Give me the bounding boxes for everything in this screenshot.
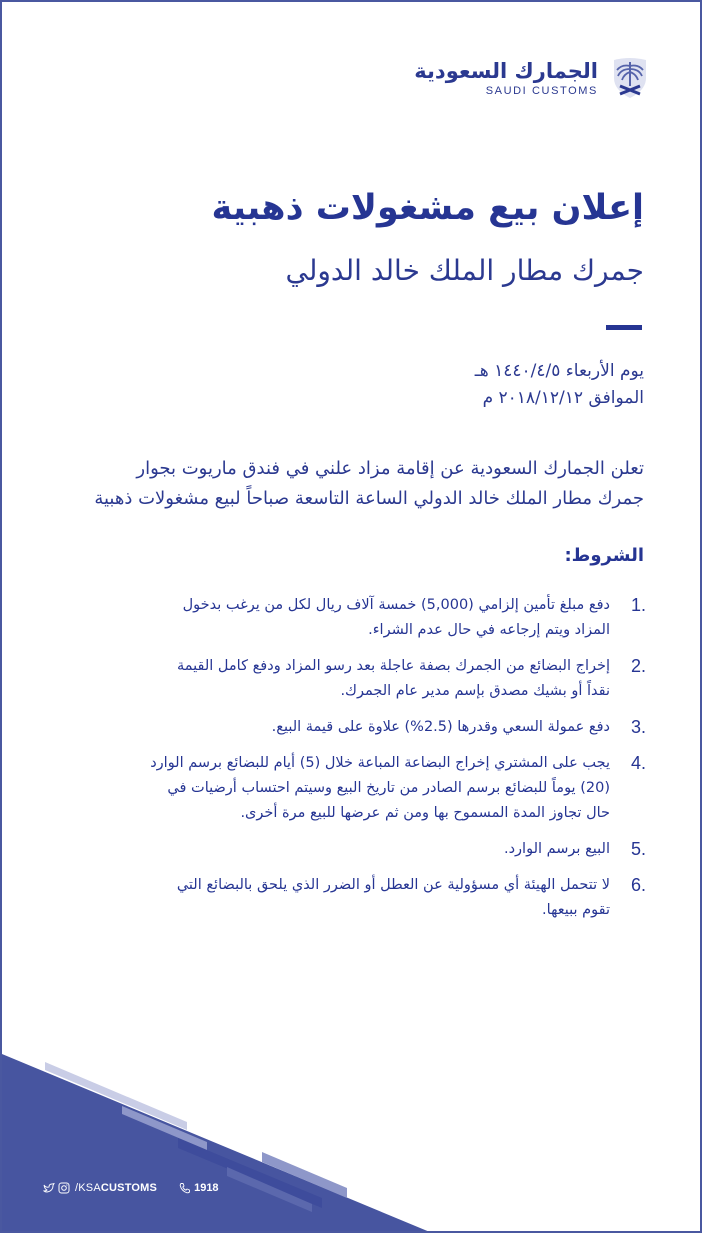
terms-list — [150, 593, 650, 934]
instagram-icon[interactable] — [58, 1182, 70, 1194]
term-text: لا تتحمل الهيئة أي مسؤولية عن العطل أو الضرر الذي يلحق بالبضائع التي تقوم ببيعها. — [176, 877, 610, 918]
term-number: 1. — [630, 595, 646, 615]
term-text: يجب على المشتري إخراج البضاعة المباعة خلال (5) أيام للبضائع برسم الوارد (20) يوماً للبضائع برسم الصادر من تاريخ البيع وسيتم احتساب أرضيات في حال تجاوز المدة المسموح بها ومن ثم عرضها للبيع مرة أخرى. — [150, 755, 610, 821]
footer-contact — [43, 1182, 219, 1194]
intro-line: جمرك مطار الملك خالد الدولي الساعة التاسعة صباحاً لبيع مشغولات ذهبية — [94, 488, 644, 509]
term-item — [150, 873, 650, 923]
term-item — [150, 593, 650, 643]
term-item — [150, 751, 650, 826]
intro-line: تعلن الجمارك السعودية عن إقامة مزاد علني في فندق ماريوت بجوار — [136, 458, 644, 479]
term-item — [150, 654, 650, 704]
term-text: دفع عمولة السعي وقدرها (2.5%) علاوة على قيمة البيع. — [271, 719, 610, 735]
term-number: 2. — [630, 656, 646, 676]
saudi-customs-logo — [414, 56, 648, 100]
page-title: إعلان بيع مشغولات ذهبية — [211, 188, 644, 228]
intro-paragraph — [94, 454, 644, 514]
term-number: 4. — [630, 753, 646, 773]
phone-icon — [179, 1182, 191, 1194]
date-block — [475, 358, 644, 412]
term-number: 5. — [630, 839, 646, 859]
hijri-date: يوم الأربعاء ١٤٤٠/٤/٥ هـ — [474, 361, 644, 381]
term-text: البيع برسم الوارد. — [503, 841, 610, 857]
page-subtitle: جمرك مطار الملك خالد الدولي — [285, 254, 644, 287]
footer-band — [2, 1042, 702, 1233]
term-text: دفع مبلغ تأمين إلزامي (5,000) خمسة آلاف ريال لكل من يرغب بدخول المزاد ويتم إرجاعه في حال عدم الشراء. — [182, 597, 610, 638]
phone-contact[interactable] — [179, 1182, 218, 1194]
logo-text — [414, 59, 598, 98]
logo-english-name: SAUDI CUSTOMS — [485, 84, 598, 97]
term-number: 3. — [630, 717, 646, 737]
term-item — [150, 837, 650, 862]
palm-emblem-icon — [612, 56, 648, 100]
title-divider — [606, 325, 642, 330]
twitter-icon[interactable] — [43, 1182, 55, 1194]
term-text: إخراج البضائع من الجمرك بصفة عاجلة بعد رسو المزاد ودفع كامل القيمة نقداً أو بشيك مصدق بإسم مدير عام الجمرك. — [176, 658, 610, 699]
gregorian-date: الموافق ٢٠١٨/١٢/١٢ م — [482, 388, 644, 408]
term-number: 6. — [630, 875, 646, 895]
term-item — [150, 715, 650, 740]
terms-heading: الشروط: — [564, 545, 644, 566]
logo-arabic-name: الجمارك السعودية — [414, 58, 598, 83]
phone-number: 1918 — [194, 1182, 219, 1194]
social-handle[interactable]: /KSACUSTOMS — [75, 1182, 158, 1194]
